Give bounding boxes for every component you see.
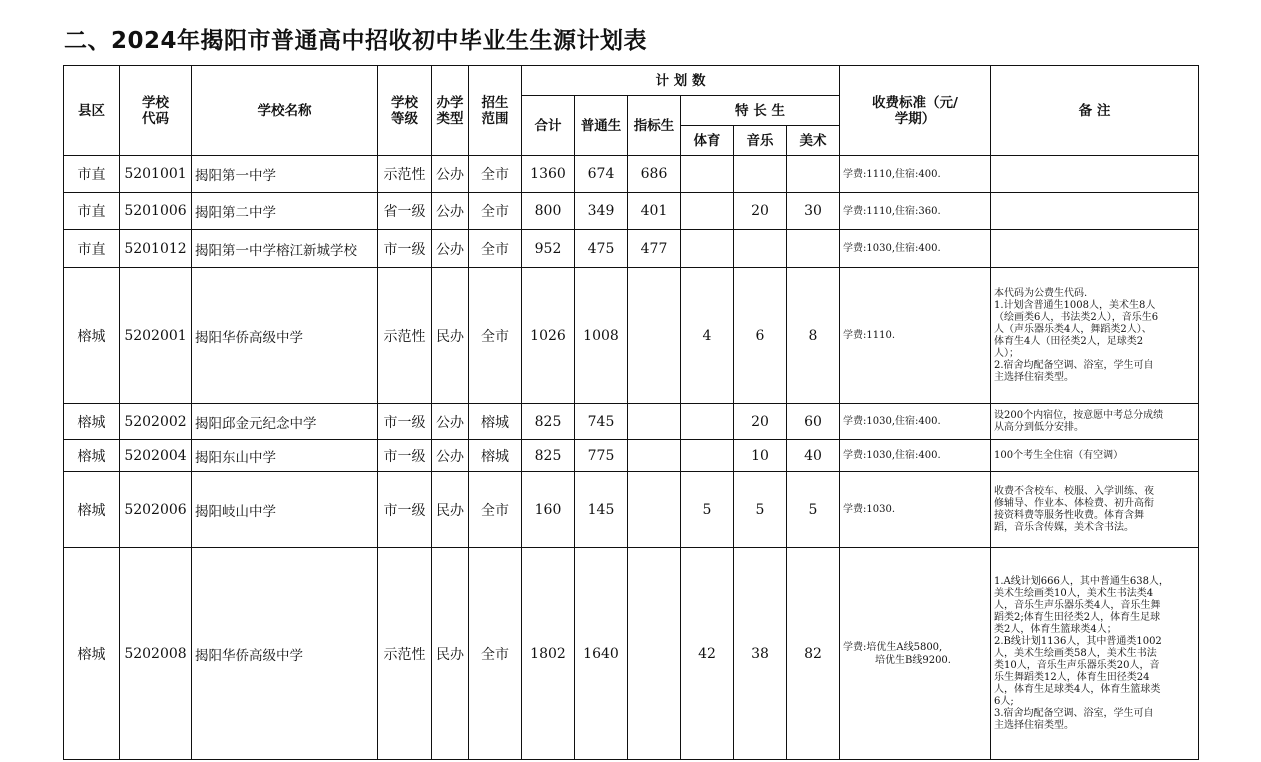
cell-level: 市一级 (378, 472, 432, 548)
cell-regular: 674 (575, 156, 628, 193)
cell-art (787, 156, 840, 193)
header-district: 县区 (64, 66, 120, 156)
cell-code: 5202006 (120, 472, 192, 548)
cell-regular: 475 (575, 230, 628, 268)
cell-school-name: 揭阳第一中学榕江新城学校 (192, 230, 378, 268)
cell-district: 榕城 (64, 548, 120, 760)
cell-district: 榕城 (64, 440, 120, 472)
table-row (64, 268, 1199, 404)
cell-total: 1026 (522, 268, 575, 404)
cell-remark (991, 404, 1199, 440)
cell-level: 市一级 (378, 404, 432, 440)
cell-art: 5 (787, 472, 840, 548)
cell-music: 38 (734, 548, 787, 760)
cell-fee (840, 404, 991, 440)
table-row (64, 230, 1199, 268)
cell-level: 示范性 (378, 156, 432, 193)
cell-regular: 1008 (575, 268, 628, 404)
remark-line: 100个考生全住宿（有空调） (994, 449, 1124, 461)
remark-line: 类2人，体育生篮球类4人； (994, 623, 1117, 635)
cell-code: 5202002 (120, 404, 192, 440)
remark-line: 6人; (994, 695, 1014, 707)
remark-line: 从高分到低分安排。 (994, 421, 1084, 433)
cell-music (734, 156, 787, 193)
cell-level: 市一级 (378, 230, 432, 268)
cell-type: 公办 (432, 440, 469, 472)
cell-music: 5 (734, 472, 787, 548)
cell-scope: 全市 (469, 156, 522, 193)
fee-line: 学费:1030,住宿:400. (843, 416, 941, 427)
table-row (64, 404, 1199, 440)
cell-quota (628, 548, 681, 760)
cell-code: 5201006 (120, 193, 192, 230)
cell-level: 省一级 (378, 193, 432, 230)
header-regular: 普通生 (575, 96, 628, 156)
table-row (64, 472, 1199, 548)
cell-district: 榕城 (64, 404, 120, 440)
cell-regular: 775 (575, 440, 628, 472)
cell-total: 1802 (522, 548, 575, 760)
fee-line: 学费:1110,住宿:400. (843, 168, 941, 180)
cell-pe: 42 (681, 548, 734, 760)
remark-line: 类10人，音乐生声乐器乐类20人，音 (994, 659, 1160, 671)
header-pe: 体育 (681, 126, 734, 156)
table-row (64, 548, 1199, 760)
cell-quota (628, 268, 681, 404)
cell-remark (991, 472, 1199, 548)
cell-fee (840, 440, 991, 472)
fee-line: 学费:1110. (843, 330, 895, 341)
fee-line: 学费:培优生A线5800, (843, 641, 943, 653)
cell-quota: 477 (628, 230, 681, 268)
cell-fee (840, 268, 991, 404)
cell-music: 10 (734, 440, 787, 472)
cell-district: 榕城 (64, 268, 120, 404)
cell-scope: 全市 (469, 230, 522, 268)
cell-school-name: 揭阳岐山中学 (192, 472, 378, 548)
remark-line: 人（声乐器乐类4人，舞蹈类2人）、 (994, 323, 1152, 335)
cell-type: 公办 (432, 193, 469, 230)
cell-type: 民办 (432, 472, 469, 548)
cell-remark (991, 193, 1199, 230)
cell-remark (991, 268, 1199, 404)
table-row (64, 156, 1199, 193)
cell-scope: 全市 (469, 193, 522, 230)
fee-line: 培优生B线9200. (875, 654, 951, 666)
cell-type: 公办 (432, 230, 469, 268)
remark-line: 主选择住宿类型。 (994, 719, 1074, 731)
cell-quota (628, 472, 681, 548)
cell-remark (991, 230, 1199, 268)
remark-line: 2.宿舍均配备空调、浴室，学生可自 (994, 359, 1154, 371)
cell-code: 5202001 (120, 268, 192, 404)
header-fee: 收费标准（元/学期） (840, 66, 991, 156)
header-art: 美术 (787, 126, 840, 156)
header-type: 办学类型 (432, 66, 469, 156)
page-title: 二、2024年揭阳市普通高中招收初中毕业生生源计划表 (64, 28, 648, 54)
cell-code: 5201012 (120, 230, 192, 268)
cell-remark (991, 548, 1199, 760)
remark-line: 乐生舞蹈类12人，体育生田径类24 (994, 671, 1150, 683)
cell-remark (991, 156, 1199, 193)
cell-scope: 全市 (469, 548, 522, 760)
cell-quota (628, 404, 681, 440)
cell-pe (681, 440, 734, 472)
cell-school-name: 揭阳第二中学 (192, 193, 378, 230)
cell-fee (840, 156, 991, 193)
cell-art (787, 230, 840, 268)
cell-code: 5202008 (120, 548, 192, 760)
remark-line: 1.计划含普通生1008人，美术生8人 (994, 299, 1156, 311)
table-row (64, 440, 1199, 472)
remark-line: 2.B线计划1136人，其中普通类1002 (994, 635, 1162, 647)
cell-district: 市直 (64, 156, 120, 193)
fee-line: 学费:1030. (843, 504, 895, 515)
remark-line: 修辅导、作业本、体检费、初升高衔 (994, 497, 1154, 509)
cell-scope: 榕城 (469, 404, 522, 440)
cell-scope: 榕城 (469, 440, 522, 472)
cell-regular: 1640 (575, 548, 628, 760)
cell-fee (840, 230, 991, 268)
cell-district: 市直 (64, 230, 120, 268)
remark-line: 1.A线计划666人，其中普通生638人， (994, 575, 1169, 587)
cell-total: 825 (522, 404, 575, 440)
cell-quota: 401 (628, 193, 681, 230)
header-plan: 计 划 数 (522, 66, 840, 96)
cell-art: 82 (787, 548, 840, 760)
remark-line: 3.宿舍均配备空调、浴室，学生可自 (994, 707, 1154, 719)
remark-line: 蹈类2;体育生田径类2人，体育生足球 (994, 611, 1161, 623)
cell-quota (628, 440, 681, 472)
table-row (64, 193, 1199, 230)
cell-pe (681, 156, 734, 193)
cell-level: 市一级 (378, 440, 432, 472)
cell-total: 1360 (522, 156, 575, 193)
cell-regular: 349 (575, 193, 628, 230)
remark-line: 本代码为公费生代码. (994, 287, 1088, 299)
cell-type: 公办 (432, 404, 469, 440)
cell-music (734, 230, 787, 268)
remark-line: 蹈，音乐含传媒，美术含书法。 (994, 521, 1134, 533)
fee-line: 学费:1030,住宿:400. (843, 450, 941, 461)
header-code: 学校代码 (120, 66, 192, 156)
cell-pe (681, 404, 734, 440)
cell-code: 5201001 (120, 156, 192, 193)
cell-total: 825 (522, 440, 575, 472)
cell-school-name: 揭阳东山中学 (192, 440, 378, 472)
header-total: 合计 (522, 96, 575, 156)
remark-line: 接资料费等服务性收费。体育含舞 (994, 509, 1144, 521)
cell-type: 民办 (432, 268, 469, 404)
remark-line: 体育生4人（田径类2人，足球类2 (994, 335, 1144, 347)
cell-art: 30 (787, 193, 840, 230)
cell-pe (681, 193, 734, 230)
cell-art: 40 (787, 440, 840, 472)
remark-line: （绘画类6人，书法类2人），音乐生6 (994, 311, 1159, 323)
cell-regular: 145 (575, 472, 628, 548)
cell-art: 60 (787, 404, 840, 440)
cell-type: 民办 (432, 548, 469, 760)
header-name: 学校名称 (192, 66, 378, 156)
plan-table-body (64, 156, 1199, 760)
cell-fee (840, 548, 991, 760)
cell-quota: 686 (628, 156, 681, 193)
cell-fee (840, 193, 991, 230)
cell-remark (991, 440, 1199, 472)
cell-scope: 全市 (469, 472, 522, 548)
cell-total: 800 (522, 193, 575, 230)
header-remark: 备 注 (991, 66, 1199, 156)
cell-music: 20 (734, 193, 787, 230)
cell-pe: 4 (681, 268, 734, 404)
header-level: 学校等级 (378, 66, 432, 156)
fee-line: 学费:1030,住宿:400. (843, 243, 941, 254)
header-scope: 招生范围 (469, 66, 522, 156)
cell-code: 5202004 (120, 440, 192, 472)
cell-pe (681, 230, 734, 268)
cell-art: 8 (787, 268, 840, 404)
cell-school-name: 揭阳邱金元纪念中学 (192, 404, 378, 440)
cell-school-name: 揭阳华侨高级中学 (192, 548, 378, 760)
cell-school-name: 揭阳第一中学 (192, 156, 378, 193)
enrollment-plan-table (63, 65, 1199, 760)
header-music: 音乐 (734, 126, 787, 156)
cell-district: 市直 (64, 193, 120, 230)
cell-pe: 5 (681, 472, 734, 548)
cell-total: 160 (522, 472, 575, 548)
remark-line: 美术生绘画类10人，美术生书法类4 (994, 587, 1154, 599)
remark-line: 主选择住宿类型。 (994, 371, 1074, 383)
remark-line: 人，体育生足球类4人，体育生篮球类 (994, 683, 1161, 695)
header-quota: 指标生 (628, 96, 681, 156)
cell-level: 示范性 (378, 268, 432, 404)
remark-line: 人）； (994, 347, 1019, 359)
cell-music: 6 (734, 268, 787, 404)
remark-line: 人，音乐生声乐器乐类4人，音乐生舞 (994, 599, 1161, 611)
remark-line: 收费不含校车、校服、入学训练、夜 (994, 485, 1154, 497)
cell-type: 公办 (432, 156, 469, 193)
cell-district: 榕城 (64, 472, 120, 548)
cell-scope: 全市 (469, 268, 522, 404)
cell-school-name: 揭阳华侨高级中学 (192, 268, 378, 404)
fee-line: 学费:1110,住宿:360. (843, 205, 941, 217)
cell-level: 示范性 (378, 548, 432, 760)
remark-line: 人，美术生绘画类58人，美术生书法 (994, 647, 1157, 659)
header-special: 特 长 生 (681, 96, 840, 126)
cell-regular: 745 (575, 404, 628, 440)
remark-line: 设200个内宿位，按意愿中考总分成绩 (994, 409, 1164, 421)
cell-fee (840, 472, 991, 548)
cell-total: 952 (522, 230, 575, 268)
cell-music: 20 (734, 404, 787, 440)
